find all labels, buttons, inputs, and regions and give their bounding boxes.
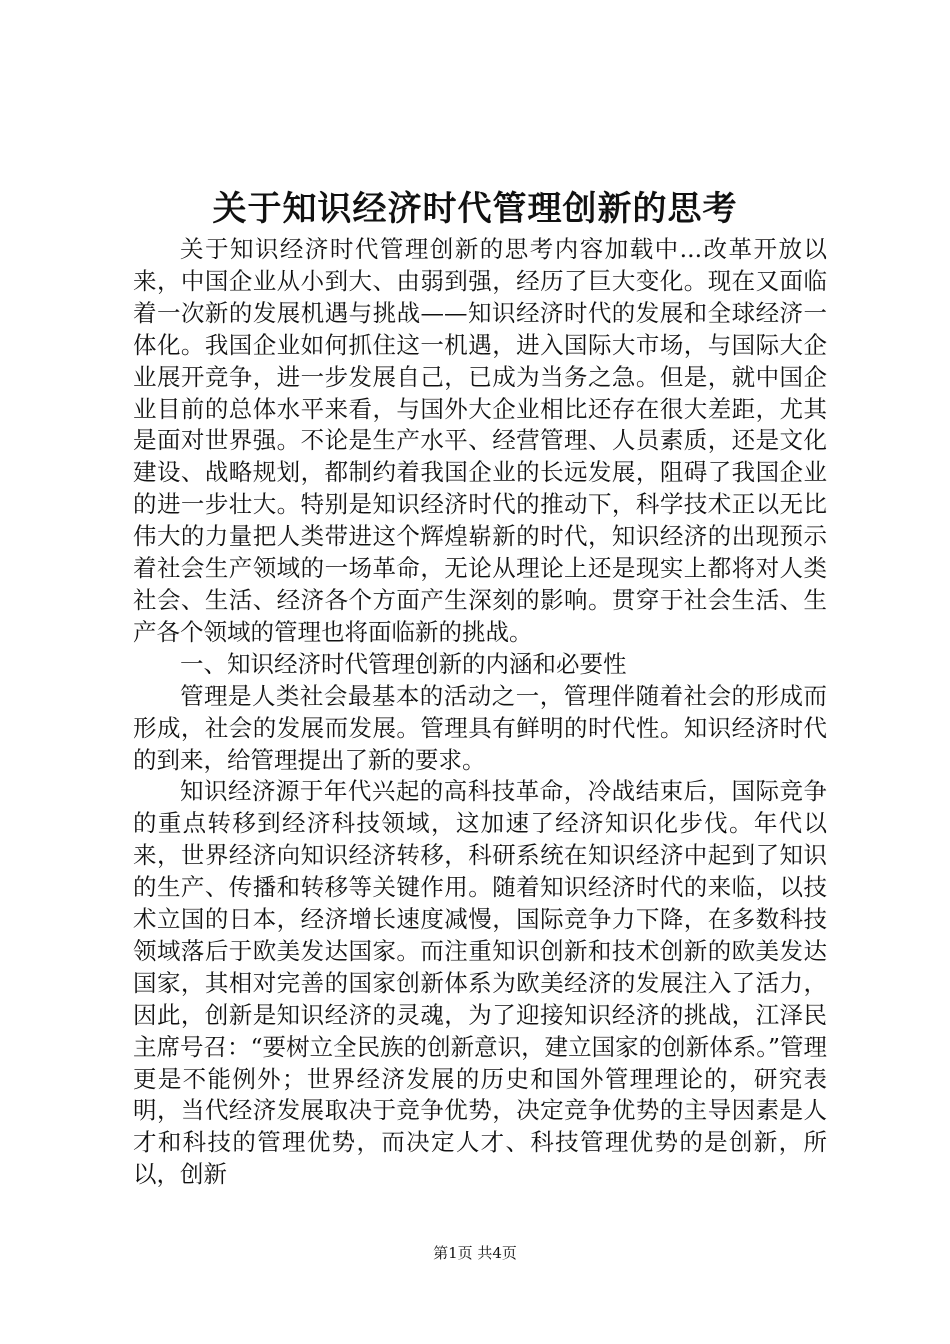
paragraph-management: 管理是人类社会最基本的活动之一，管理伴随着社会的形成而形成，社会的发展而发展。管理具有鲜明的时代性。知识经济时代的到来，给管理提出了新的要求。 <box>133 681 827 774</box>
document-body <box>133 234 827 1191</box>
paragraph-knowledge-economy: 知识经济源于年代兴起的高科技革命，冷战结束后，国际竞争的重点转移到经济科技领域，这加速了经济知识化步伐。年代以来，世界经济向知识经济转移，科研系统在知识经济中起到了知识的生产、传播和转移等关键作用。随着知识经济时代的来临，以技术立国的日本，经济增长速度减慢，国际竞争力下降，在多数科技领域落后于欧美发达国家。而注重知识创新和技术创新的欧美发达国家，其相对完善的国家创新体系为欧美经济的发展注入了活力，因此，创新是知识经济的灵魂，为了迎接知识经济的挑战，江泽民主席号召：“要树立全民族的创新意识，建立国家的创新体系。”管理更是不能例外；世界经济发展的历史和国外管理理论的，研究表明，当代经济发展取决于竞争优势，决定竞争优势的主导因素是人才和科技的管理优势，而决定人才、科技管理优势的是创新，所以，创新 <box>133 777 827 1189</box>
section-heading: 一、知识经济时代管理创新的内涵和必要性 <box>180 649 627 678</box>
document-title: 关于知识经济时代管理创新的思考 <box>212 189 738 229</box>
paragraph-intro: 关于知识经济时代管理创新的思考内容加载中...改革开放以来，中国企业从小到大、由弱到强，经历了巨大变化。现在又面临着一次新的发展机遇与挑战——知识经济时代的发展和全球经济一体化。我国企业如何抓住这一机遇，进入国际大市场，与国际大企业展开竞争，进一步发展自己，已成为当务之急。但是，就中国企业目前的总体水平来看，与国外大企业相比还存在很大差距，尤其是面对世界强。不论是生产水平、经营管理、人员素质，还是文化建设、战略规划，都制约着我国企业的长远发展，阻碍了我国企业的进一步壮大。特别是知识经济时代的推动下，科学技术正以无比伟大的力量把人类带进这个辉煌崭新的时代，知识经济的出现预示着社会生产领域的一场革命，无论从理论上还是现实上都将对人类社会、生活、经济各个方面产生深刻的影响。贯穿于社会生活、生产各个领域的管理也将面临新的挑战。 <box>133 235 827 646</box>
page-number-footer: 第1页 共4页 <box>433 1244 517 1262</box>
